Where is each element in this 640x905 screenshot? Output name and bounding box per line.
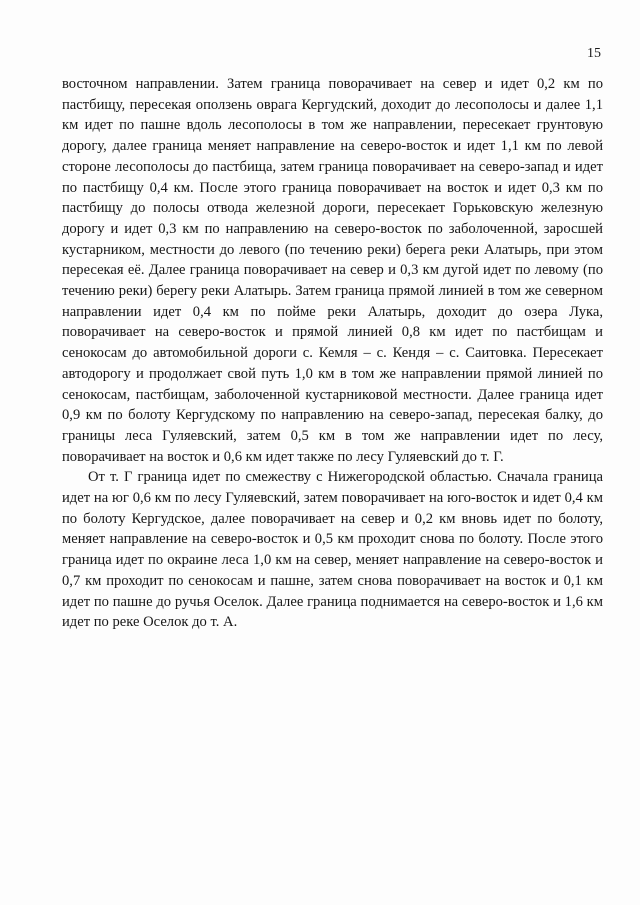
document-body [62, 74, 603, 633]
paragraph-border-description: От т. Г граница идет по смежеству с Нижегородской областью. Сначала граница идет на юг 0,6 км по лесу Гуляевский, затем поворачивает на юго-восток и идет 0,4 км по болоту Кергудское, далее поворачивает на север и 0,2 км вновь идет по болоту, меняет направление на северо-восток и 0,5 км проходит снова по болоту. После этого граница идет по окраине леса 1,0 км на север, меняет направление на северо-восток и 0,7 км проходит по сенокосам и пашне, затем снова поворачивает на восток и 0,1 км идет по пашне до ручья Оселок. Далее граница поднимается на северо-восток и 1,6 км идет по реке Оселок до т. А. [62, 469, 603, 631]
page-number: 15 [587, 46, 601, 61]
paragraph-continuation: восточном направлении. Затем граница поворачивает на север и идет 0,2 км по пастбищу, пересекая оползень оврага Кергудский, доходит до лесополосы и далее 1,1 км идет по пашне вдоль лесополосы в том же направлении, пересекает грунтовую дорогу, далее граница меняет направление на северо-восток и идет 1,1 км по левой стороне лесополосы до пастбища, затем граница поворачивает на северо-запад и идет по пастбищу 0,4 км. После этого граница поворачивает на восток и идет 0,3 км по пастбищу до полосы отвода железной дороги, пересекает Горьковскую железную дорогу и идет 0,3 км по направлению на северо-восток по заболоченной, заросшей кустарником, местности до левого (по течению реки) берега реки Алатырь, при этом пересекая её. Далее граница поворачивает на север и 0,3 км дугой идет по левому (по течению реки) берегу реки Алатырь. Затем граница прямой линией в том же северном направлении идет 0,4 км по пойме реки Алатырь, доходит до озера Лука, поворачивает на северо-восток и прямой линией 0,8 км идет по пастбищам и сенокосам до автомобильной дороги с. Кемля – с. Кендя – с. Саитовка. Пересекает автодорогу и продолжает свой путь 1,0 км в том же направлении прямой линией по сенокосам, пастбищам, заболоченной кустарниковой местности. Далее граница идет 0,9 км по болоту Кергудскому по направлению на северо-запад, пересекая балку, до границы леса Гуляевский, затем 0,5 км в том же направлении идет по лесу, поворачивает на восток и 0,6 км идет также по лесу Гуляевский до т. Г. [62, 76, 603, 465]
